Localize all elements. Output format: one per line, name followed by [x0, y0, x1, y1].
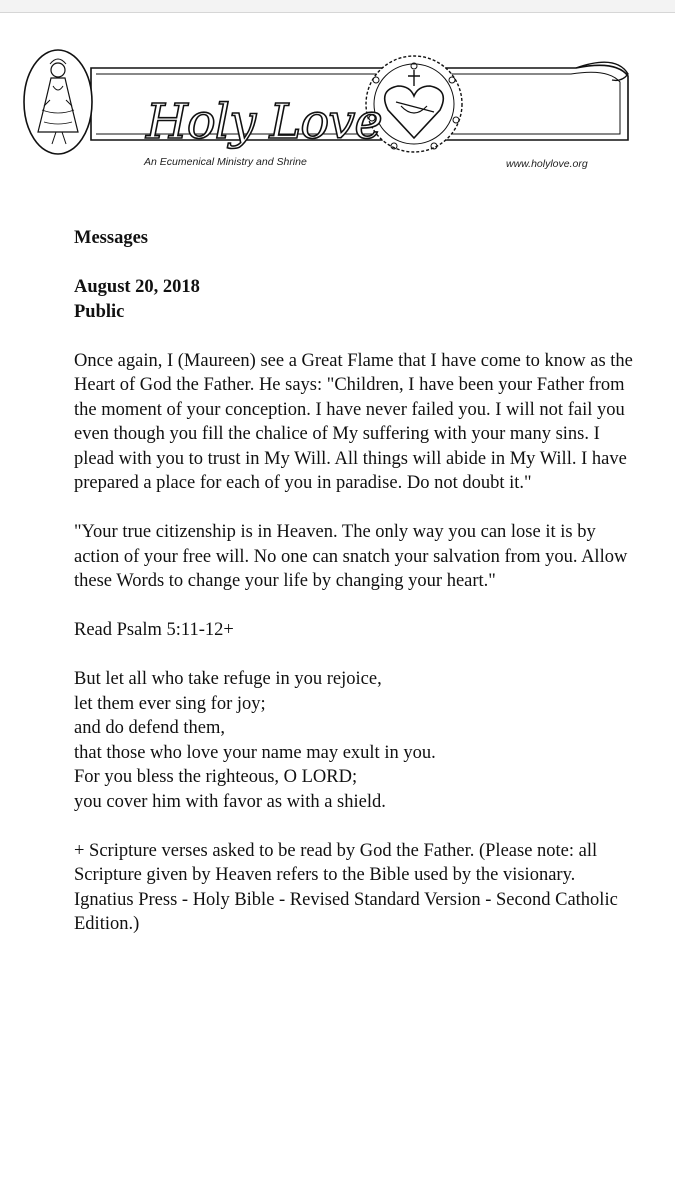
psalm-line: For you bless the righteous, O LORD; [74, 767, 358, 787]
holy-love-header-banner [16, 40, 656, 170]
psalm-line: let them ever sing for joy; [74, 693, 266, 714]
psalm-line: But let all who take refuge in you rejoice, [74, 669, 382, 689]
psalm-verse [74, 667, 634, 814]
website-url: www.holylove.org [506, 158, 588, 170]
message-audience: Public [74, 301, 125, 322]
message-paragraph: Once again, I (Maureen) see a Great Flame that I have come to know as the Heart of God the Father. He says: "Children, I have been your Father from the moment of your conception. I have never failed you. I will not fail you even though you fill the chalice of My suffering with your many sins. I plead with you to trust in My Will. All things will abide in My Will. I have prepared a place for each of you in paradise. Do not doubt it." [74, 350, 633, 493]
message-date: August 20, 2018 [74, 277, 200, 297]
section-title: Messages [74, 228, 148, 248]
mary-figure-icon [24, 50, 92, 154]
psalm-line: you cover him with favor as with a shield. [74, 791, 386, 812]
footnote: + Scripture verses asked to be read by God the Father. (Please note: all Scripture given by Heaven refers to the Bible used by the visionary. Ignatius Press - Holy Bible - Revised Standard Version - Second Catholic Edition.) [74, 840, 618, 934]
psalm-line: that those who love your name may exult in you. [74, 742, 436, 763]
top-bar [0, 0, 675, 13]
scripture-reference: Read Psalm 5:11-12+ [74, 620, 234, 640]
logo-title: Holy Love [146, 94, 382, 150]
message-content [74, 226, 634, 937]
psalm-line: and do defend them, [74, 718, 226, 738]
logo-subtitle: An Ecumenical Ministry and Shrine [144, 156, 307, 168]
message-paragraph: "Your true citizenship is in Heaven. The only way you can lose it is by action of your free will. No one can snatch your salvation from you. Allow these Words to change your life by changing your heart." [74, 522, 628, 591]
